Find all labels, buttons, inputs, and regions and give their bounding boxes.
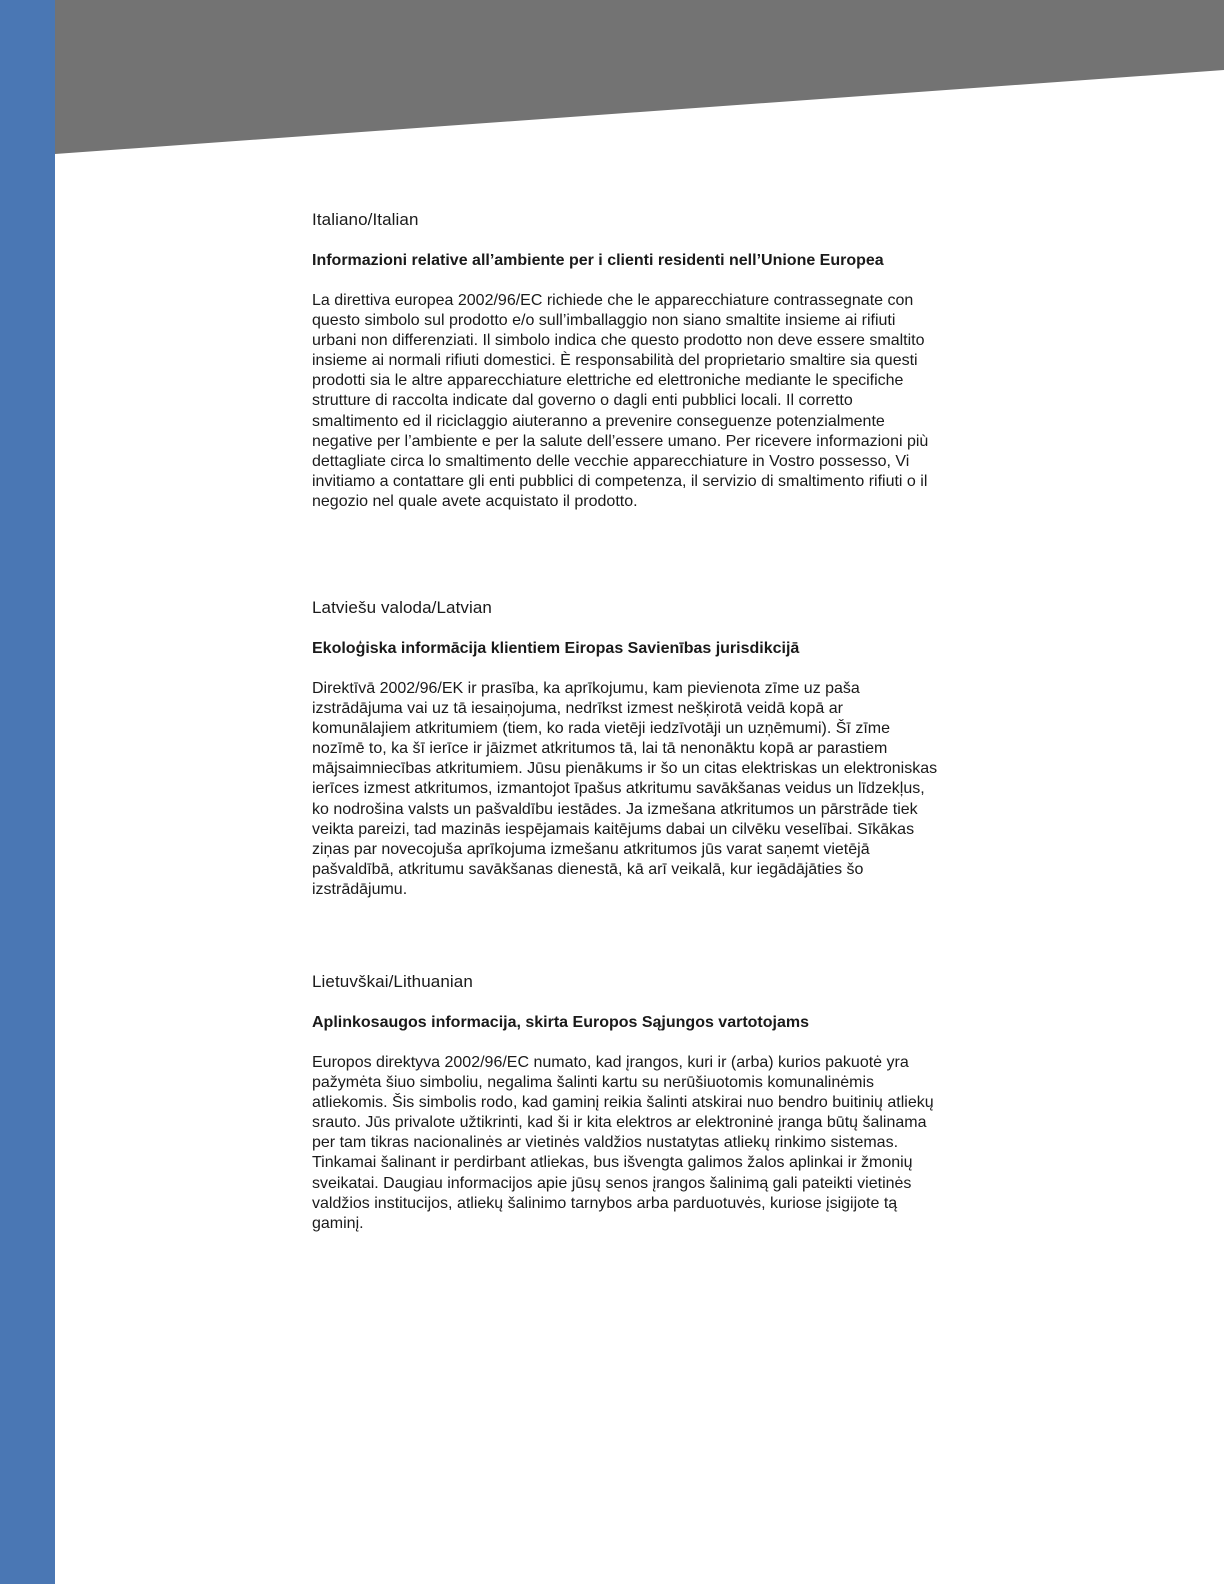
header-gray-wedge bbox=[55, 0, 1224, 154]
language-heading: Latviešu valoda/Latvian bbox=[312, 598, 492, 617]
section-lithuanian bbox=[312, 972, 942, 1234]
section-title: Ekoloģiska informācija klientiem Eiropas Savienības jurisdikcijā bbox=[312, 640, 800, 657]
section-title: Aplinkosaugos informacija, skirta Europos Sąjungos vartotojams bbox=[312, 1014, 809, 1031]
header-gray-band bbox=[55, 0, 1224, 160]
document-content bbox=[312, 210, 942, 1234]
section-italian bbox=[312, 210, 942, 598]
left-color-bar bbox=[0, 0, 55, 1584]
section-latvian bbox=[312, 598, 942, 972]
language-heading: Lietuvškai/Lithuanian bbox=[312, 972, 473, 991]
section-title: Informazioni relative all’ambiente per i clienti residenti nell’Unione Europea bbox=[312, 252, 884, 269]
section-body: Direktīvā 2002/96/EK ir prasība, ka aprīkojumu, kam pievienota zīme uz paša izstrādājuma vai uz tā iesaiņojuma, nedrīkst izmest nešķirotā veidā kopā ar komunālajiem atkritumiem (tiem, ko rada vietēji iedzīvotāji un uzņēmumi). Šī zīme nozīmē to, ka šī ierīce ir jāizmet atkritumos tā, lai tā nenonāktu kopā ar parastiem mājsaimniecības atkritumiem. Jūsu pienākums ir šo un citas elektriskas un elektroniskas ierīces izmest atkritumos, izmantojot īpašus atkritumu savākšanas veidus un līdzekļus, ko nodrošina valsts un pašvaldību iestādes. Ja izmešana atkritumos un pārstrāde tiek veikta pareizi, tad mazinās iespējamais kaitējums dabai un cilvēku veselībai. Sīkākas ziņas par novecojuša aprīkojuma izmešanu atkritumos jūs varat saņemt vietējā pašvaldībā, atkritumu savākšanas dienestā, kā arī veikalā, kur iegādājāties šo izstrādājumu. bbox=[312, 680, 938, 898]
section-body: Europos direktyva 2002/96/EC numato, kad įrangos, kuri ir (arba) kurios pakuotė yra pažymėta šiuo simboliu, negalima šalinti kartu su nerūšiuotomis komunalinėmis atliekomis. Šis simbolis rodo, kad gaminį reikia šalinti atskirai nuo bendro buitinių atliekų srauto. Jūs privalote užtikrinti, kad ši ir kita elektros ar elektroninė įranga būtų šalinama per tam tikras nacionalinės ar vietinės valdžios nustatytas atliekų rinkimo sistemas. Tinkamai šalinant ir perdirbant atliekas, bus išvengta galimos žalos aplinkai ir žmonių sveikatai. Daugiau informacijos apie jūsų senos įrangos šalinimą gali pateikti vietinės valdžios institucijos, atliekų šalinimo tarnybos arba parduotuvės, kuriose įsigijote tą gaminį. bbox=[312, 1054, 934, 1232]
language-heading: Italiano/Italian bbox=[312, 210, 419, 229]
section-body: La direttiva europea 2002/96/EC richiede che le apparecchiature contrassegnate con questo simbolo sul prodotto e/o sull’imballaggio non siano smaltite insieme ai rifiuti urbani non differenziati. Il simbolo indica che questo prodotto non deve essere smaltito insieme ai normali rifiuti domestici. È responsabilità del proprietario smaltire sia questi prodotti sia le altre apparecchiature elettriche ed elettroniche mediante le specifiche strutture di raccolta indicate dal governo o dagli enti pubblici locali. Il corretto smaltimento ed il riciclaggio aiuteranno a prevenire conseguenze potenzialmente negative per l’ambiente e per la salute dell’essere umano. Per ricevere informazioni più dettagliate circa lo smaltimento delle vecchie apparecchiature in Vostro possesso, Vi invitiamo a contattare gli enti pubblici di competenza, il servizio di smaltimento rifiuti o il negozio nel quale avete acquistato il prodotto. bbox=[312, 292, 929, 510]
left-bar-fill bbox=[0, 0, 55, 1584]
